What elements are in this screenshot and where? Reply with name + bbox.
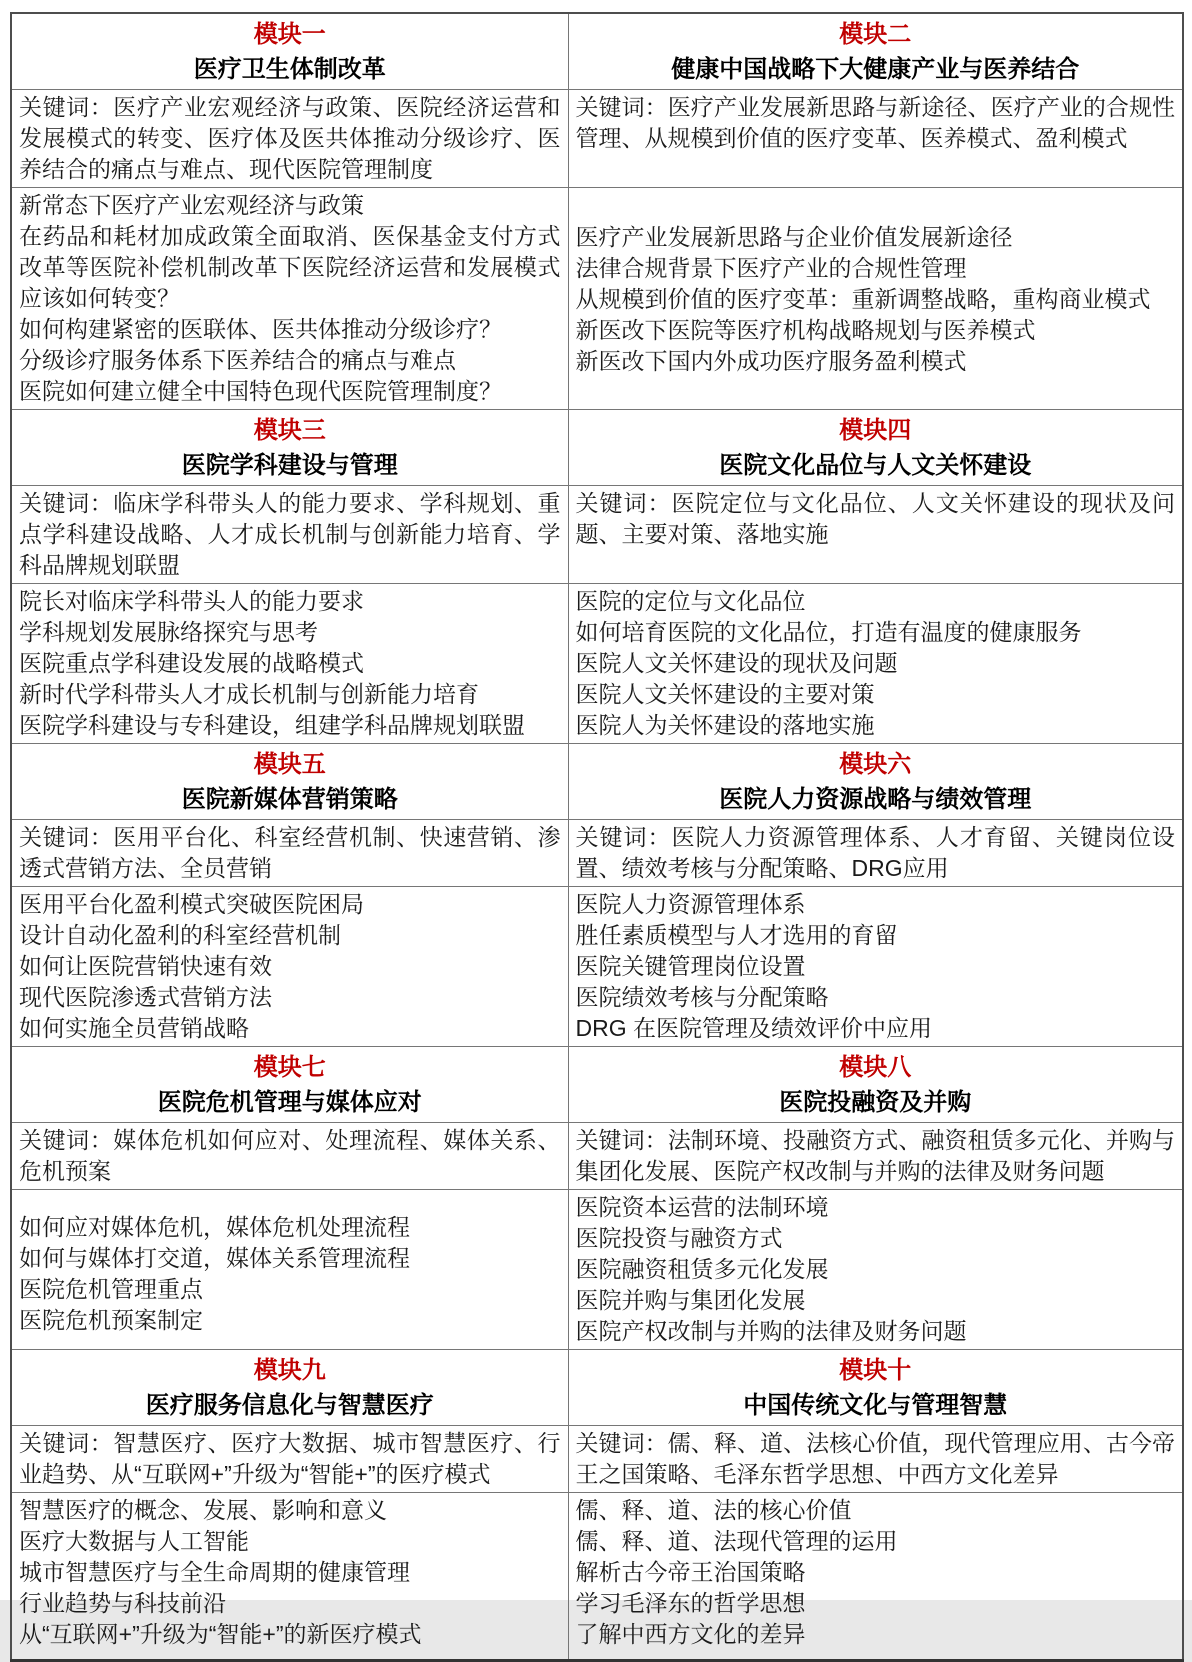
topic-line: 学习毛泽东的哲学思想	[575, 1590, 806, 1616]
module-keywords: 关键词：医院人力资源管理体系、人才育留、关键岗位设置、绩效考核与分配策略、DRG应用	[568, 820, 1183, 887]
module-topics-cell	[11, 887, 568, 1047]
module-header-cell	[11, 410, 568, 486]
module-header-cell	[11, 1047, 568, 1123]
topic-line: 医院人文关怀建设的现状及问题	[575, 650, 898, 676]
course-modules-table	[10, 12, 1184, 1662]
topic-line: 医院投资与融资方式	[575, 1225, 783, 1251]
topic-line: 医院融资租赁多元化发展	[575, 1256, 829, 1282]
topic-line: 从“互联网+”升级为“智能+”的新医疗模式	[19, 1621, 422, 1647]
module-topics-cell	[11, 1493, 568, 1661]
module-number: 模块七	[253, 1054, 326, 1081]
module-number: 模块四	[839, 417, 912, 444]
module-title: 中国传统文化与管理智慧	[743, 1392, 1008, 1419]
topic-line: 新医改下国内外成功医疗服务盈利模式	[575, 348, 967, 374]
topic-line: 医院学科建设与专科建设，组建学科品牌规划联盟	[19, 712, 525, 738]
topic-line: 行业趋势与科技前沿	[19, 1590, 226, 1616]
topic-line: 分级诊疗服务体系下医养结合的痛点与难点	[19, 347, 456, 373]
module-header-cell	[11, 744, 568, 820]
module-topics-cell	[11, 584, 568, 744]
topic-line: 解析古今帝王治国策略	[575, 1559, 806, 1585]
module-keywords: 关键词：法制环境、投融资方式、融资租赁多元化、并购与集团化发展、医院产权改制与并购的法律及财务问题	[568, 1123, 1183, 1190]
topic-line: 医院重点学科建设发展的战略模式	[19, 650, 364, 676]
topic-line: 医疗大数据与人工智能	[19, 1528, 249, 1554]
topic-line: 城市智慧医疗与全生命周期的健康管理	[19, 1559, 410, 1585]
topic-line: 如何与媒体打交道，媒体关系管理流程	[19, 1245, 410, 1271]
module-title: 医疗服务信息化与智慧医疗	[145, 1392, 434, 1419]
module-title: 健康中国战略下大健康产业与医养结合	[671, 56, 1080, 83]
topic-line: 新时代学科带头人才成长机制与创新能力培育	[19, 681, 479, 707]
module-header-cell	[568, 410, 1183, 486]
topic-line: 新常态下医疗产业宏观经济与政策	[19, 192, 364, 218]
topic-line: 医院产权改制与并购的法律及财务问题	[575, 1318, 967, 1344]
topic-line: 如何应对媒体危机，媒体危机处理流程	[19, 1214, 410, 1240]
module-title: 医院新媒体营销策略	[181, 786, 398, 813]
module-number: 模块二	[839, 21, 912, 48]
module-keywords: 关键词：医疗产业宏观经济与政策、医院经济运营和发展模式的转变、医疗体及医共体推动分级诊疗、医养结合的痛点与难点、现代医院管理制度	[11, 90, 568, 188]
module-keywords: 关键词：儒、释、道、法核心价值，现代管理应用、古今帝王之国策略、毛泽东哲学思想、中西方文化差异	[568, 1426, 1183, 1493]
module-title: 医疗卫生体制改革	[193, 56, 386, 83]
topic-line: 医院人为关怀建设的落地实施	[575, 712, 875, 738]
topic-line: 现代医院渗透式营销方法	[19, 984, 272, 1010]
module-header-cell	[568, 1350, 1183, 1426]
module-topics-cell	[568, 584, 1183, 744]
topic-line: 儒、释、道、法的核心价值	[575, 1497, 852, 1523]
topic-line: 在药品和耗材加成政策全面取消、医保基金支付方式改革等医院补偿机制改革下医院经济运营和发展模式应该如何转变？	[19, 223, 561, 311]
module-title: 医院学科建设与管理	[181, 452, 398, 479]
topic-line: 医院资本运营的法制环境	[575, 1194, 829, 1220]
module-number: 模块五	[253, 751, 326, 778]
module-title: 医院危机管理与媒体应对	[157, 1089, 422, 1116]
module-number: 模块六	[839, 751, 912, 778]
topic-line: 医院关键管理岗位设置	[575, 953, 806, 979]
topic-line: 医院如何建立健全中国特色现代医院管理制度？	[19, 378, 502, 404]
topic-line: 新医改下医院等医疗机构战略规划与医养模式	[575, 317, 1036, 343]
topic-line: 医院人力资源管理体系	[575, 891, 806, 917]
topic-line: 如何培育医院的文化品位，打造有温度的健康服务	[575, 619, 1082, 645]
module-keywords: 关键词：医用平台化、科室经营机制、快速营销、渗透式营销方法、全员营销	[11, 820, 568, 887]
topic-line: 医用平台化盈利模式突破医院困局	[19, 891, 364, 917]
topic-line: 医疗产业发展新思路与企业价值发展新途径	[575, 224, 1013, 250]
topic-line: 医院危机预案制定	[19, 1307, 203, 1333]
topic-line: 医院绩效考核与分配策略	[575, 984, 829, 1010]
topic-line: 胜任素质模型与人才选用的育留	[575, 922, 898, 948]
module-keywords: 关键词：临床学科带头人的能力要求、学科规划、重点学科建设战略、人才成长机制与创新能力培育、学科品牌规划联盟	[11, 486, 568, 584]
module-header-cell	[568, 13, 1183, 90]
module-topics-cell	[11, 188, 568, 410]
module-header-cell	[11, 1350, 568, 1426]
module-number: 模块一	[253, 21, 326, 48]
module-keywords: 关键词：媒体危机如何应对、处理流程、媒体关系、危机预案	[11, 1123, 568, 1190]
topic-line: 医院的定位与文化品位	[575, 588, 806, 614]
module-header-cell	[11, 13, 568, 90]
module-number: 模块三	[253, 417, 326, 444]
topic-line: 医院并购与集团化发展	[575, 1287, 806, 1313]
module-number: 模块十	[839, 1357, 912, 1384]
topic-line: 如何实施全员营销战略	[19, 1015, 249, 1041]
topic-line: 如何构建紧密的医联体、医共体推动分级诊疗？	[19, 316, 502, 342]
topic-line: DRG 在医院管理及绩效评价中应用	[575, 1015, 932, 1041]
topic-line: 如何让医院营销快速有效	[19, 953, 272, 979]
topic-line: 法律合规背景下医疗产业的合规性管理	[575, 255, 967, 281]
module-header-cell	[568, 1047, 1183, 1123]
module-keywords: 关键词：智慧医疗、医疗大数据、城市智慧医疗、行业趋势、从“互联网+”升级为“智能+”的医疗模式	[11, 1426, 568, 1493]
module-number: 模块九	[253, 1357, 326, 1384]
topic-line: 儒、释、道、法现代管理的运用	[575, 1528, 898, 1554]
module-keywords: 关键词：医院定位与文化品位、人文关怀建设的现状及问题、主要对策、落地实施	[568, 486, 1183, 584]
topic-line: 院长对临床学科带头人的能力要求	[19, 588, 364, 614]
module-topics-cell	[568, 1493, 1183, 1661]
module-topics-cell	[568, 188, 1183, 410]
topic-line: 医院人文关怀建设的主要对策	[575, 681, 875, 707]
topic-line: 智慧医疗的概念、发展、影响和意义	[19, 1497, 387, 1523]
module-keywords: 关键词：医疗产业发展新思路与新途径、医疗产业的合规性管理、从规模到价值的医疗变革、医养模式、盈利模式	[568, 90, 1183, 188]
module-title: 医院人力资源战略与绩效管理	[719, 786, 1032, 813]
module-number: 模块八	[839, 1054, 912, 1081]
topic-line: 设计自动化盈利的科室经营机制	[19, 922, 341, 948]
topic-line: 了解中西方文化的差异	[575, 1621, 806, 1647]
module-topics-cell	[11, 1190, 568, 1350]
module-title: 医院文化品位与人文关怀建设	[719, 452, 1032, 479]
module-topics-cell	[568, 887, 1183, 1047]
topic-line: 医院危机管理重点	[19, 1276, 203, 1302]
module-title: 医院投融资及并购	[779, 1089, 972, 1116]
module-header-cell	[568, 744, 1183, 820]
topic-line: 学科规划发展脉络探究与思考	[19, 619, 318, 645]
topic-line: 从规模到价值的医疗变革：重新调整战略，重构商业模式	[575, 286, 1151, 312]
module-topics-cell	[568, 1190, 1183, 1350]
